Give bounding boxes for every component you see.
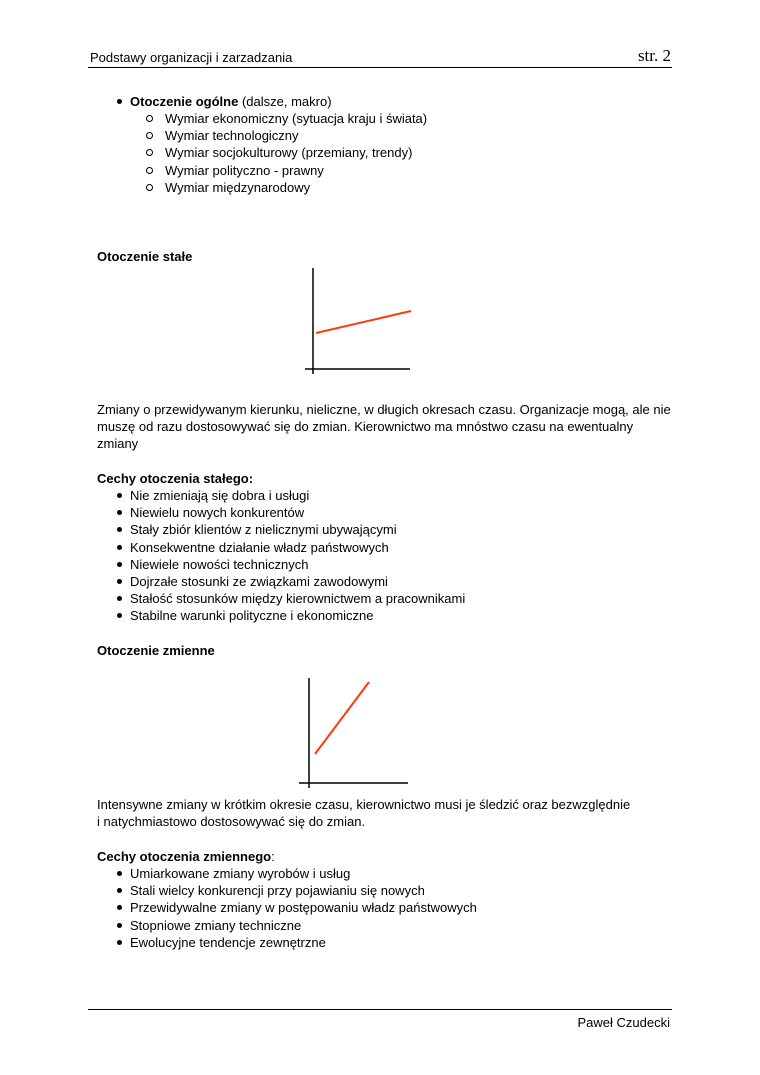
list-item: Umiarkowane zmiany wyrobów i usług bbox=[130, 865, 477, 882]
stable-heading: Otoczenie stałe bbox=[97, 249, 193, 264]
footer-author: Paweł Czudecki bbox=[577, 1015, 670, 1030]
list-item: Stali wielcy konkurencji przy pojawianiu się nowych bbox=[130, 882, 477, 899]
list-item: Stałość stosunków między kierownictwem a pracownikami bbox=[130, 591, 466, 607]
list-item: Nie zmieniają się dobra i usługi bbox=[130, 487, 465, 504]
variable-features-heading-colon: : bbox=[271, 849, 275, 864]
trend-line bbox=[316, 311, 411, 333]
list-item: Wymiar technologiczny bbox=[165, 127, 427, 144]
list-item: Przewidywalne zmiany w postępowaniu władz państwowych bbox=[130, 900, 477, 916]
general-env-label: Otoczenie ogólne bbox=[130, 94, 239, 109]
general-env-list bbox=[130, 93, 332, 110]
stable-trend-diagram bbox=[300, 266, 415, 376]
header-rule bbox=[88, 67, 672, 68]
variable-features-list bbox=[130, 865, 477, 951]
list-item: Stabilne warunki polityczne i ekonomiczne bbox=[130, 607, 465, 624]
list-item: Wymiar ekonomiczny (sytuacja kraju i świata) bbox=[165, 111, 428, 126]
stable-features-heading: Cechy otoczenia stałego: bbox=[97, 471, 254, 486]
general-env-sublist bbox=[165, 110, 427, 196]
list-item: Dojrzałe stosunki ze związkami zawodowymi bbox=[130, 573, 465, 590]
footer-rule bbox=[88, 1009, 672, 1010]
list-item: Wymiar polityczno - prawny bbox=[165, 162, 427, 179]
general-env-label-rest: (dalsze, makro) bbox=[238, 94, 332, 109]
variable-features-heading-text: Cechy otoczenia zmiennego bbox=[97, 849, 272, 864]
variable-features-heading bbox=[97, 848, 275, 865]
header-title: Podstawy organizacji i zarzadzania bbox=[90, 50, 293, 65]
list-item: Wymiar socjokulturowy (przemiany, trendy) bbox=[165, 144, 427, 161]
list-item: Niewielu nowych konkurentów bbox=[130, 504, 465, 521]
list-item: Wymiar międzynarodowy bbox=[165, 179, 427, 196]
stable-features-list bbox=[130, 487, 465, 625]
stable-description: Zmiany o przewidywanym kierunku, nieliczne, w długich okresach czasu. Organizacje mogą, ale nie muszę od razu dostosowywać się do zmian. Kierownictwo ma mnóstwo czasu na ewentualny zmiany bbox=[97, 402, 671, 451]
list-item bbox=[130, 93, 332, 110]
list-item: Stały zbiór klientów z nielicznymi ubywającymi bbox=[130, 521, 465, 538]
variable-description-line1: Intensywne zmiany w krótkim okresie czasu, kierownictwo musi je śledzić oraz bezwzględnie bbox=[97, 797, 631, 812]
list-item: Ewolucyjne tendencje zewnętrzne bbox=[130, 934, 477, 951]
trend-line bbox=[315, 682, 369, 754]
list-item: Konsekwentne działanie władz państwowych bbox=[130, 539, 465, 556]
page-number: str. 2 bbox=[637, 46, 671, 65]
variable-description-line2: i natychmiastowo dostosowywać się do zmian. bbox=[97, 814, 366, 829]
variable-trend-diagram bbox=[296, 676, 411, 791]
variable-heading: Otoczenie zmienne bbox=[97, 643, 215, 658]
list-item: Niewiele nowości technicznych bbox=[130, 556, 465, 573]
list-item: Stopniowe zmiany techniczne bbox=[130, 917, 477, 934]
